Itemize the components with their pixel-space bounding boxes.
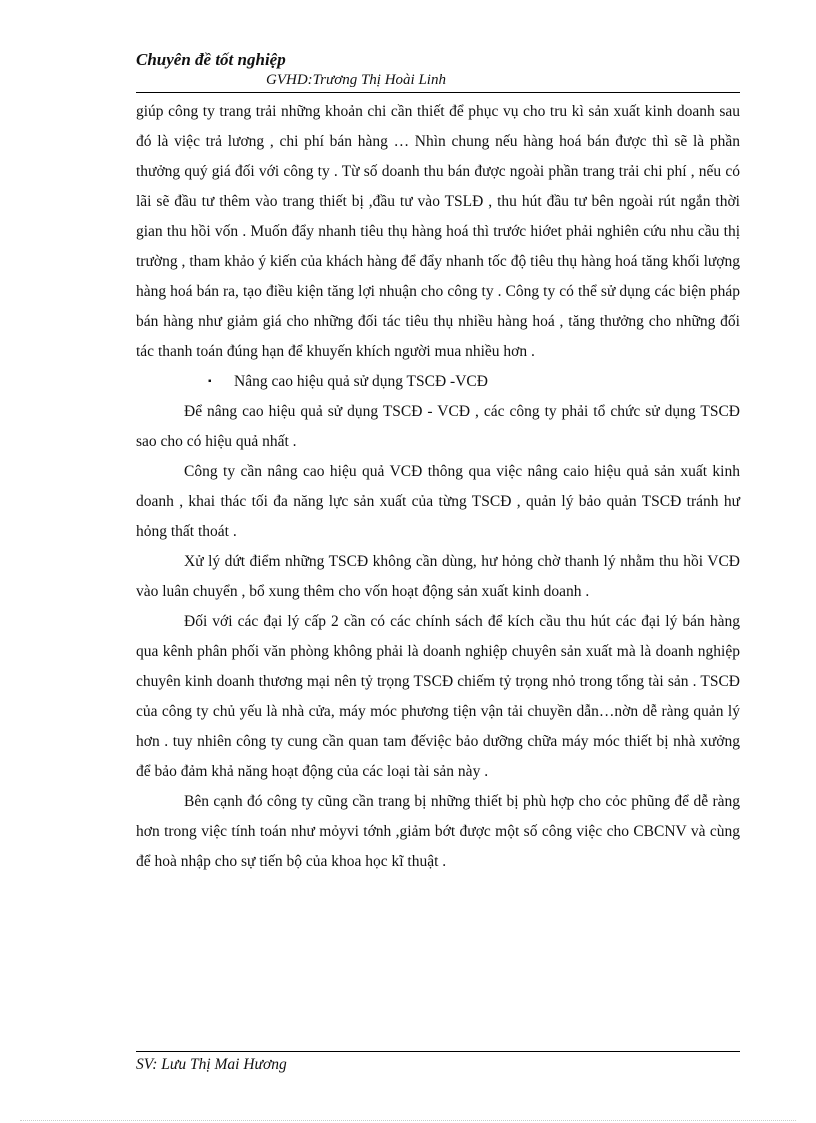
body-paragraph: Công ty cần nâng cao hiệu quả VCĐ thông qua việc nâng caio hiệu quả sản xuất kinh doanh , khai thác tối đa năng lực sản xuất của từng TSCĐ , quản lý bảo quản TSCĐ tránh hư hỏng thất thoát . [136, 463, 740, 540]
supervisor-line: GVHD:Trương Thị Hoài Linh [266, 72, 446, 88]
bullet-item [136, 367, 740, 397]
footer-divider [136, 1051, 740, 1052]
document-body [136, 97, 740, 877]
document-title: Chuyên đề tốt nghiệp [136, 50, 286, 69]
student-name: SV: Lưu Thị Mai Hương [136, 1056, 287, 1073]
body-paragraph: Đối với các đại lý cấp 2 cần có các chính sách để kích cầu thu hút các đại lý bán hàng qua kênh phân phối văn phòng không phải là doanh nghiệp chuyên sản xuất mà là doanh nghiệp chuyên kinh doanh thương mại nên tỷ trọng TSCĐ chiếm tỷ trọng nhỏ trong tổng tài sản . TSCĐ của công ty chủ yếu là nhà cửa, máy móc phương tiện vận tải chuyền dẫn…nờn dễ ràng quản lý hơn . tuy nhiên công ty cung cần quan tam đếviệc bảo dưỡng chữa máy móc thiết bị nhà xưởng để bảo đảm khả năng hoạt động của các loại tài sản này . [136, 613, 740, 780]
body-paragraph: giúp công ty trang trải những khoản chi cần thiết để phục vụ cho tru kì sản xuất kinh doanh sau đó là việc trả lương , chi phí bán hàng … Nhìn chung nếu hàng hoá bán được thì sẽ là phần thưởng quý giá đối với công ty . Từ số doanh thu bán được ngoài phần trang trải chi phí , nếu có lãi sẽ đầu tư thêm vào trang thiết bị ,đầu tư vào TSLĐ , thu hút đầu tư bên ngoài rút ngắn thời gian thu hồi vốn . Muốn đẩy nhanh tiêu thụ hàng hoá thì trước hiớet phải nghiên cứu nhu cầu thị trường , tham khảo ý kiến của khách hàng để đẩy nhanh tốc độ tiêu thụ hàng hoá tăng khối lượng hàng hoá bán ra, tạo điều kiện tăng lợi nhuận cho công ty . Công ty có thể sử dụng các biện pháp bán hàng như giảm giá cho những đối tác tiêu thụ nhiều hàng hoá , tăng thưởng cho những đối tác thanh toán đúng hạn để khuyến khích người mua nhiều hơn . [136, 103, 740, 360]
body-paragraph: Xử lý dứt điểm những TSCĐ không cần dùng, hư hỏng chờ thanh lý nhằm thu hồi VCĐ vào luân chuyển , bổ xung thêm cho vốn hoạt động sản xuất kinh doanh . [136, 553, 740, 600]
square-bullet-icon: ▪ [208, 376, 212, 387]
header-divider [136, 92, 740, 93]
body-paragraph: Bên cạnh đó công ty cũng cần trang bị những thiết bị phù hợp cho cỏc phũng để dễ ràng hơn trong việc tính toán như mỏyvi tớnh ,giảm bớt được một số công việc cho CBCNV và cùng để hoà nhập cho sự tiến bộ của khoa học kĩ thuật . [136, 793, 740, 870]
bullet-text: Nâng cao hiệu quả sử dụng TSCĐ -VCĐ [234, 373, 488, 390]
body-paragraph: Để nâng cao hiệu quả sử dụng TSCĐ - VCĐ , các công ty phải tổ chức sử dụng TSCĐ sao cho có hiệu quả nhất . [136, 403, 740, 450]
page-edge [20, 1120, 796, 1121]
